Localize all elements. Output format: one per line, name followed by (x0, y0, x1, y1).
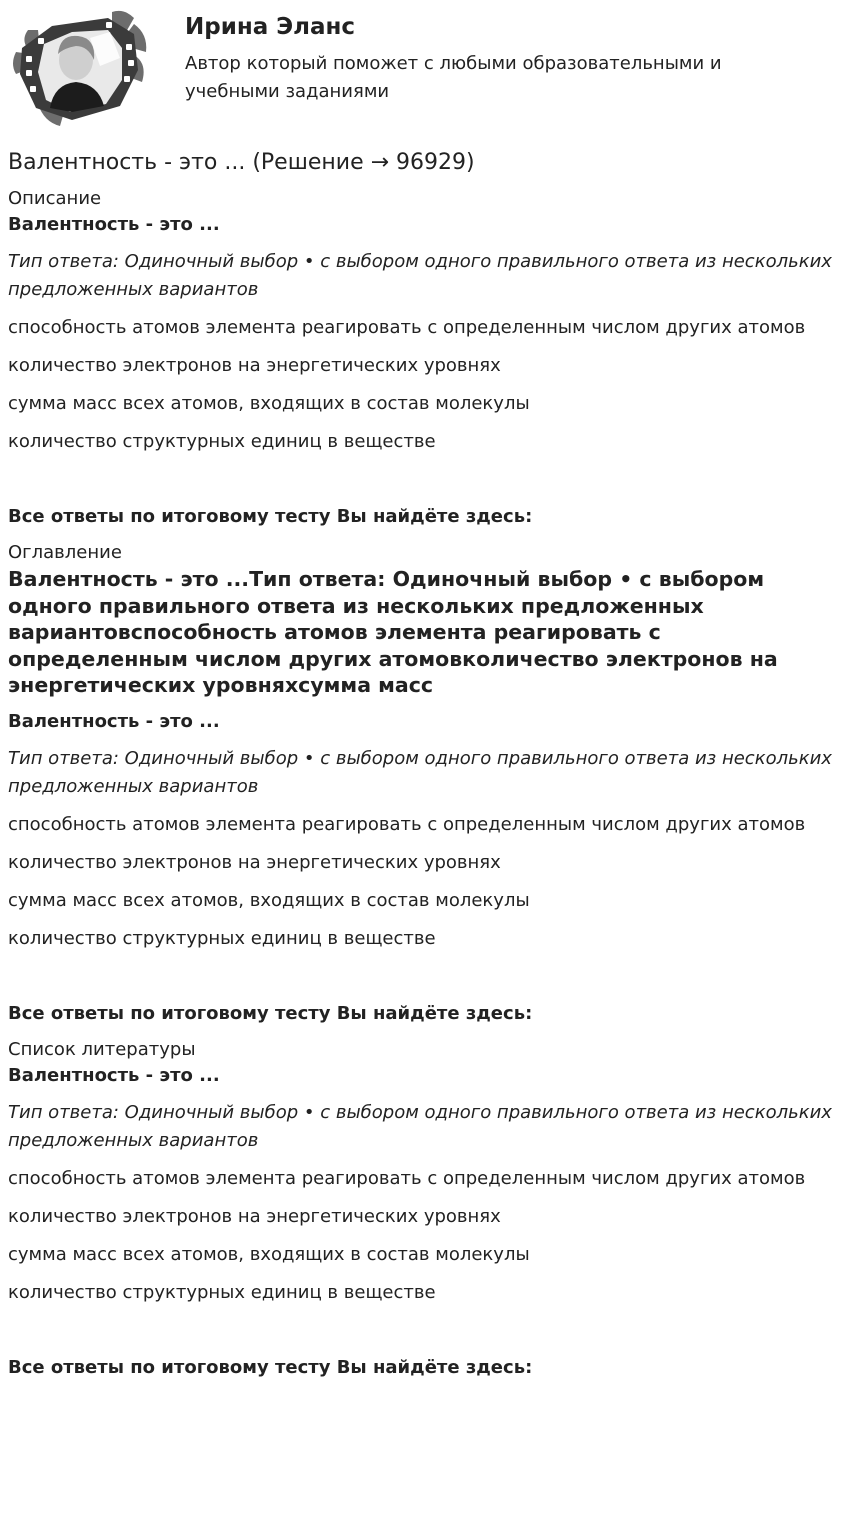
section-label: Описание (8, 188, 102, 209)
author-header (8, 8, 838, 128)
answer-option: сумма масс всех атомов, входящих в состав молекулы (8, 889, 530, 911)
answer-type: Тип ответа: Одиночный выбор • с выбором одного правильного ответа из нескольких предложенных вариантов (8, 747, 832, 797)
question-title: Валентность - это ... (8, 710, 220, 732)
description-section (8, 186, 840, 530)
all-answers-link[interactable]: Все ответы по итоговому тесту Вы найдёте здесь: (8, 1002, 533, 1024)
answer-option: количество структурных единиц в веществе (8, 1281, 436, 1303)
answer-option: количество электронов на энергетических уровнях (8, 1205, 501, 1227)
question-title: Валентность - это ... (8, 1064, 220, 1086)
answer-option: сумма масс всех атомов, входящих в состав молекулы (8, 393, 530, 414)
answer-option: количество электронов на энергетических уровнях (8, 851, 501, 873)
answer-option: количество структурных единиц в веществе (8, 927, 436, 949)
answer-option: способность атомов элемента реагировать с определенным числом других атомов (8, 813, 806, 835)
question-title: Валентность - это ... (8, 214, 220, 235)
bibliography-section (8, 1037, 840, 1381)
answer-type: Тип ответа: Одиночный выбор • с выбором одного правильного ответа из нескольких предложенных вариантов (8, 251, 832, 300)
page-title: Валентность - это ... (Решение → 96929) (8, 150, 475, 175)
answer-option: способность атомов элемента реагировать с определенным числом других атомов (8, 1167, 806, 1189)
author-name: Ирина Эланс (185, 14, 356, 40)
section-label: Оглавление (8, 542, 122, 563)
toc-heading: Валентность - это ...Тип ответа: Одиночный выбор • с выбором одного правильного ответа из нескольких предложенных вариантовспособность атомов элемента реагировать с определенным числом других атомовколичество электронов на энергетических уровняхсумма масс (8, 567, 778, 697)
section-label: Список литературы (8, 1038, 196, 1060)
answer-option: количество электронов на энергетических уровнях (8, 355, 501, 376)
answer-type: Тип ответа: Одиночный выбор • с выбором одного правильного ответа из нескольких предложенных вариантов (8, 1101, 832, 1151)
all-answers-link[interactable]: Все ответы по итоговому тесту Вы найдёте здесь: (8, 1356, 533, 1378)
author-description: Автор который поможет с любыми образовательными и учебными заданиями (185, 53, 722, 102)
answer-option: количество структурных единиц в веществе (8, 431, 436, 452)
main-content (8, 148, 840, 1391)
answer-option: способность атомов элемента реагировать с определенным числом других атомов (8, 317, 806, 338)
toc-section (8, 540, 840, 1027)
answer-option: сумма масс всех атомов, входящих в состав молекулы (8, 1243, 530, 1265)
film-strip-avatar-icon (8, 8, 150, 128)
all-answers-link[interactable]: Все ответы по итоговому тесту Вы найдёте здесь: (8, 506, 533, 527)
